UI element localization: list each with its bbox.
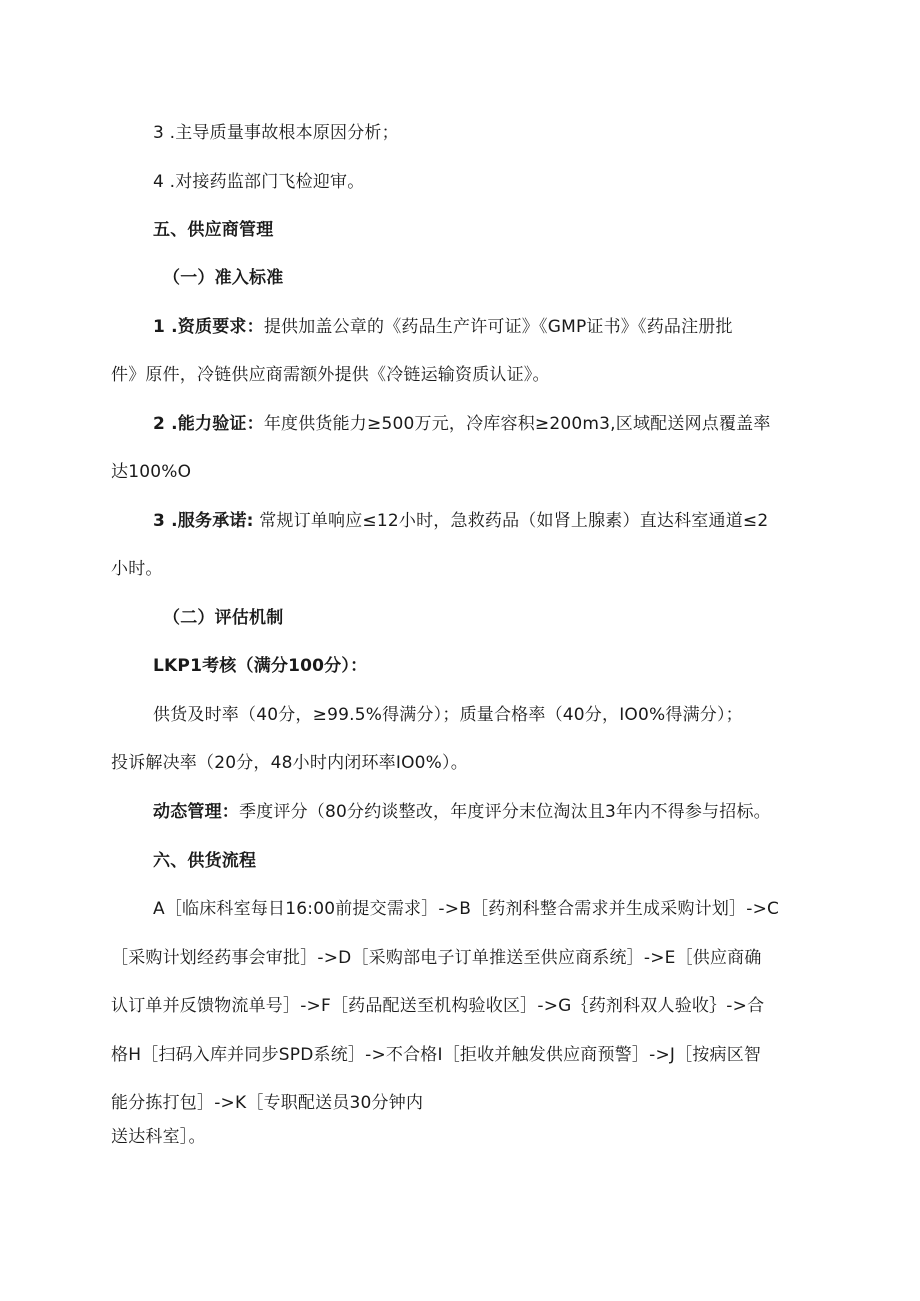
criteria-capability xyxy=(153,412,771,436)
criteria-qualification-text: 提供加盖公章的《药品生产许可证》《GMP证书》《药品注册批 xyxy=(263,317,733,337)
flow-line-1: A［临床科室每日16:00前提交需求］->B［药剂科整合需求并生成采购计划］->C xyxy=(153,899,780,919)
list-item-3: 3 .主导质量事故根本原因分析； xyxy=(153,123,399,143)
criteria-capability-cont: 达100%O xyxy=(111,462,192,482)
section-heading-supplier-management: 五、供应商管理 xyxy=(153,220,274,240)
flow-line-2: ［采购计划经药事会审批］->D［采购部电子订单推送至供应商系统］->E［供应商确 xyxy=(111,948,762,968)
section-heading-supply-process: 六、供货流程 xyxy=(153,851,257,871)
criteria-qualification xyxy=(153,315,733,339)
criteria-capability-label: 2 .能力验证： xyxy=(153,414,264,434)
flow-line-3: 认订单并反馈物流单号］->F［药品配送至机构验收区］->G｛药剂科双人验收｝->合 xyxy=(111,996,765,1016)
criteria-service-label: 3 .服务承诺: xyxy=(153,511,254,531)
list-item-4: 4 .对接药监部门飞检迎审。 xyxy=(153,172,365,192)
flow-line-6: 送达科室］。 xyxy=(111,1127,206,1147)
criteria-service-text: 常规订单响应≤12小时，急救药品（如肾上腺素）直达科室通道≤2 xyxy=(259,511,769,531)
criteria-capability-text: 年度供货能力≥500万元，冷库容积≥200m3,区域配送网点覆盖率 xyxy=(263,414,771,434)
kpi-title: LKP1考核（满分100分）： xyxy=(153,656,368,676)
dynamic-management xyxy=(153,800,771,824)
flow-line-5: 能分拣打包］->K［专职配送员30分钟内 xyxy=(111,1093,424,1113)
kpi-line-2: 投诉解决率（20分，48小时内闭环率IO0%）。 xyxy=(111,753,468,773)
kpi-line-1: 供货及时率（40分，≥99.5%得满分）；质量合格率（40分，IO0%得满分）； xyxy=(153,705,743,725)
dynamic-management-text: 季度评分（80分约谈整改，年度评分末位淘汰且3年内不得参与招标。 xyxy=(239,802,771,822)
dynamic-management-label: 动态管理： xyxy=(153,802,239,822)
criteria-qualification-cont: 件》原件，冷链供应商需额外提供《冷链运输资质认证》。 xyxy=(111,365,550,385)
subsection-heading-evaluation: （二）评估机制 xyxy=(163,608,284,628)
criteria-service xyxy=(153,509,768,533)
criteria-service-cont: 小时。 xyxy=(111,559,163,579)
subsection-heading-admission-criteria: （一）准入标准 xyxy=(163,268,284,288)
flow-line-4: 格H［扫码入库并同步SPD系统］->不合格I［拒收并触发供应商预警］->J［按病区智 xyxy=(111,1045,762,1065)
criteria-qualification-label: 1 .资质要求： xyxy=(153,317,264,337)
